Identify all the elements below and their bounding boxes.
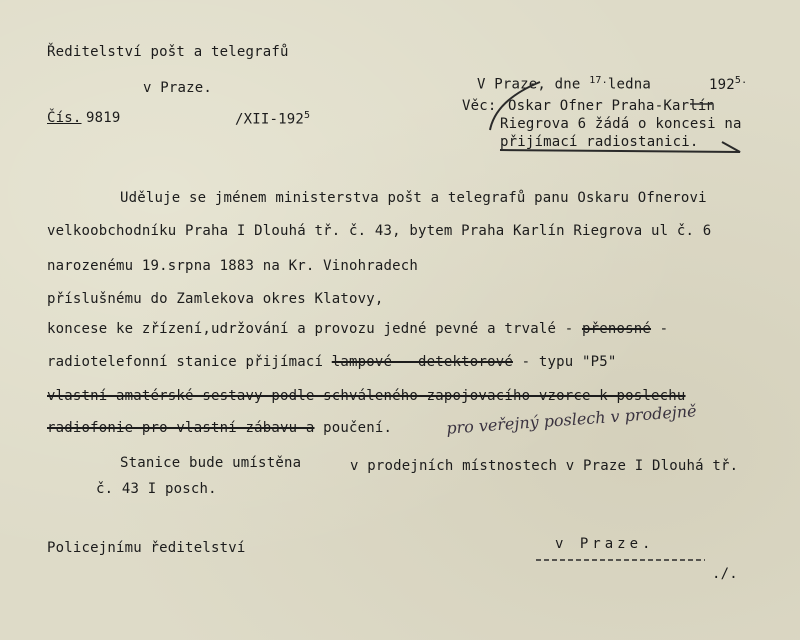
- date-line: V Praze, dne $^{17.}$ledna $192^{5.}$: [477, 75, 748, 93]
- body-line-4: příslušnému do Zamlekova okres Klatovy,: [47, 291, 384, 307]
- subject-label: Věc:: [462, 98, 497, 114]
- location-line-1: v prodejních místnostech v Praze I Dlouhá tř.: [350, 458, 739, 474]
- handwritten-insertion: pro veřejný poslech v prodejně: [445, 401, 698, 438]
- subject-bracket-mark: [490, 82, 540, 130]
- subject-line-2: Riegrova 6 žádá o koncesi na: [500, 116, 742, 132]
- subject-underline-arrow: [500, 142, 740, 152]
- issuer-city: v Praze.: [143, 80, 213, 96]
- location-line-2: č. 43 I posch.: [96, 481, 217, 497]
- body-line-7-struck: vlastní amatérské sestavy podle schváleného zapojovacího vzorce k poslechu: [47, 388, 686, 404]
- issuer-line: Ředitelství pošt a telegrafů: [47, 44, 289, 60]
- body-line-1: Uděluje se jménem ministerstva pošt a telegrafů panu Oskaru Ofnerovi: [120, 190, 707, 206]
- body-line-6: radiotelefonní stanice přijímací lampové - detektorové - typu "P5": [47, 354, 617, 370]
- subject-line-1: Oskar Ofner Praha-Karlín: [508, 98, 716, 114]
- location-label: Stanice bude umístěna: [120, 455, 302, 471]
- body-line-2: velkoobchodníku Praha I Dlouhá tř. č. 43, bytem Praha Karlín Riegrova ul č. 6: [47, 223, 712, 239]
- body-line-8: radiofonie pro vlastní zábavu a poučení.: [47, 420, 393, 436]
- ref-number: 9819: [86, 110, 121, 126]
- footer-city: v Praze.: [555, 536, 655, 552]
- ref-series: $/XII-192^5$: [235, 110, 311, 128]
- body-line-5: koncese ke zřízení,udržování a provozu jedné pevné a trvalé - přenosné -: [47, 321, 669, 337]
- body-line-3: narozenému 19.srpna 1883 na Kr. Vinohradech: [47, 258, 419, 274]
- footer-mark: ./.: [712, 566, 738, 582]
- ref-label: Čís.: [47, 110, 82, 126]
- subject-line-3: přijímací radiostanici.: [500, 134, 699, 150]
- recipient: Policejnímu ředitelství: [47, 540, 246, 556]
